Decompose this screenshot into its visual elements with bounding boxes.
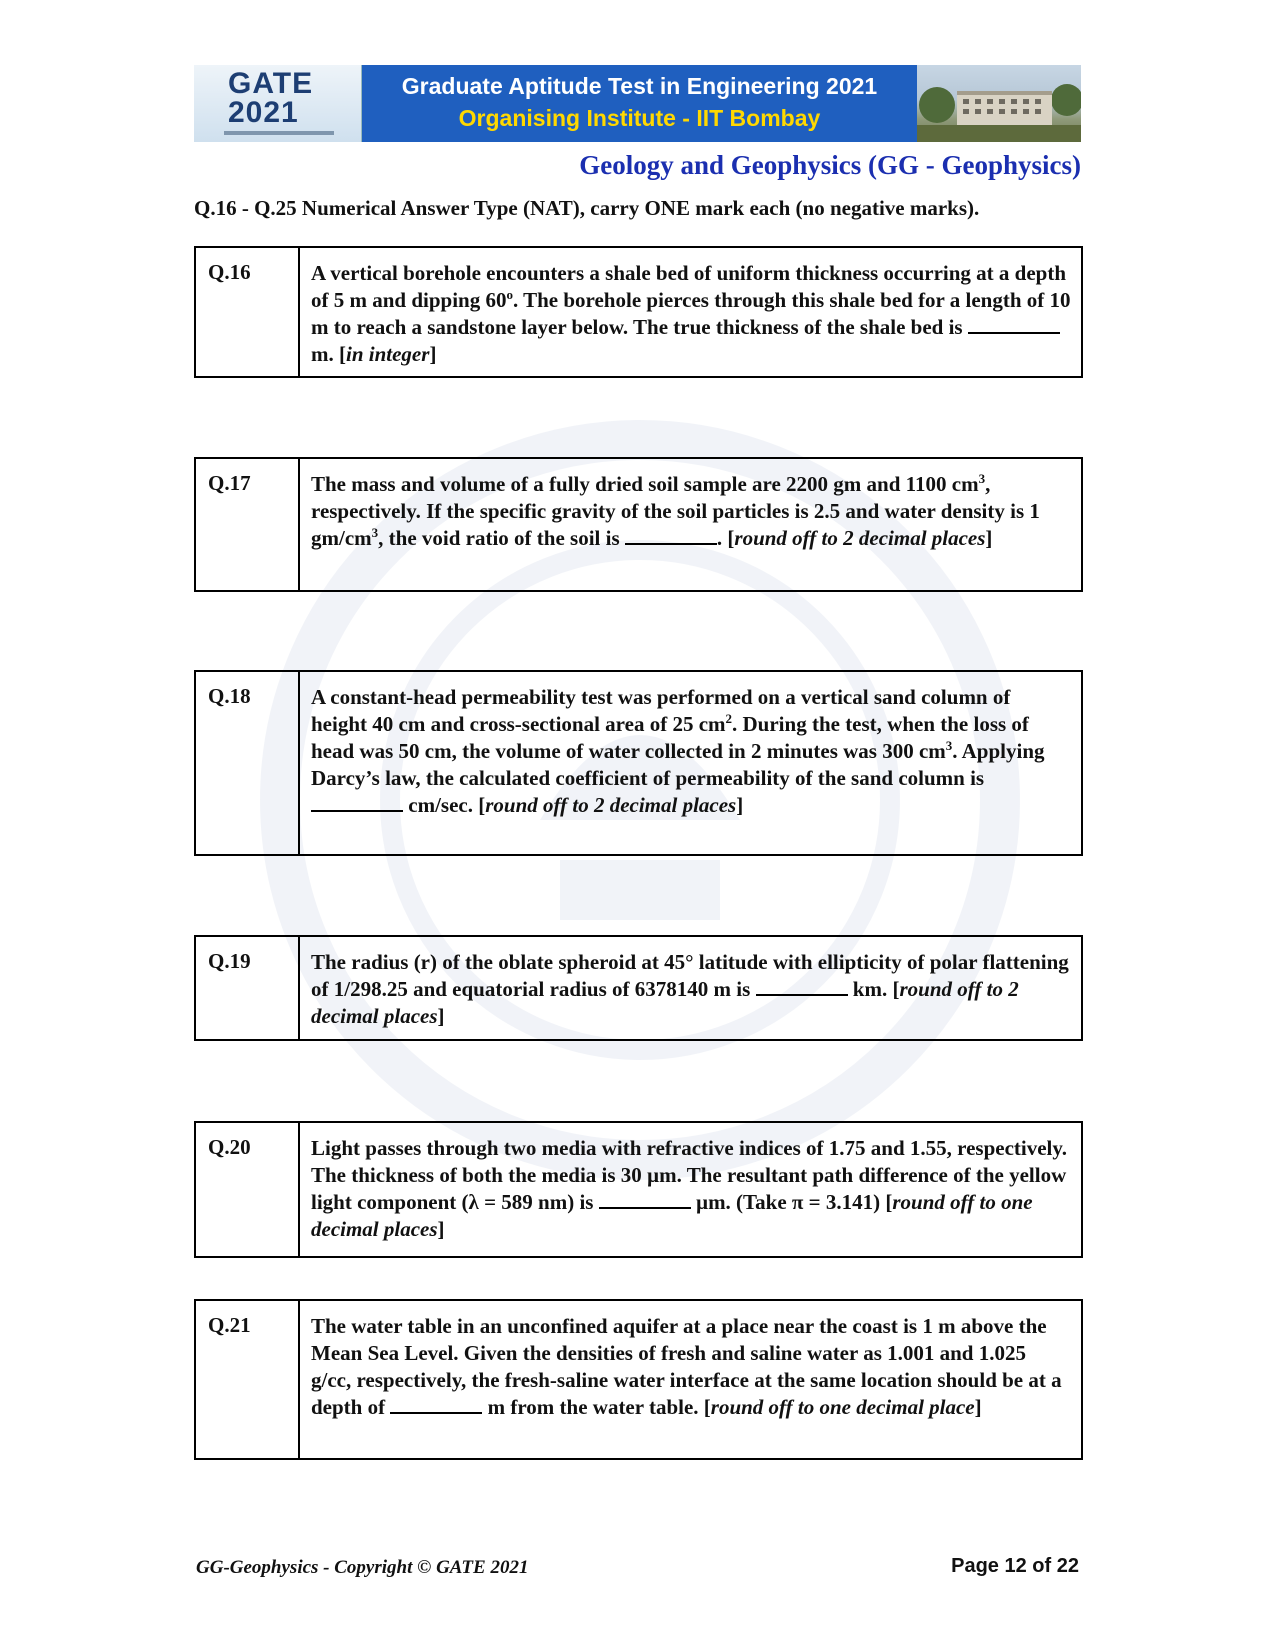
superscript: 2 xyxy=(725,711,733,726)
logo-year-text: 2021 xyxy=(228,96,299,129)
gate-logo xyxy=(194,65,362,142)
superscript: 3 xyxy=(945,738,953,753)
question-text: A constant-head permeability test was performed on a vertical sand column of height 40 cm and cross-sectional area of 25 $cm^2$. During the test, when the loss of head was 50 cm, the volume of water collected in 2 minutes was 300 $cm^3$. Applying Darcy’s law, the calculated coefficient of permeability of the sand column is cm/sec. [round off to 2 decimal places] xyxy=(311,685,1045,817)
answer-hint: round off to 2 decimal places xyxy=(485,793,737,817)
question-text: The mass and volume of a fully dried soil sample are 2200 gm and 1100 $cm^3$, respectively. If the specific gravity of the soil particles is 2.5 and water density is 1 $gm/cm^3$, the void ratio of the soil is . [round off to 2 decimal places] xyxy=(311,471,1040,550)
answer-blank xyxy=(968,314,1060,334)
current-page: 12 xyxy=(1004,1555,1027,1577)
question-number: Q.18 xyxy=(196,672,300,854)
question-box-q20 xyxy=(194,1121,1083,1258)
question-number: Q.19 xyxy=(196,937,300,1039)
question-box-q21 xyxy=(194,1299,1083,1460)
question-number: Q.16 xyxy=(196,248,300,376)
banner-title-area xyxy=(362,65,917,142)
header-banner xyxy=(194,65,1081,142)
question-box-q19 xyxy=(194,935,1083,1041)
logo-gate-text: GATE xyxy=(228,67,314,100)
answer-hint: in integer xyxy=(346,342,430,366)
answer-blank xyxy=(625,525,717,545)
answer-blank xyxy=(311,792,403,812)
answer-hint: round off to 2 decimal places xyxy=(734,526,986,550)
degree-symbol: o xyxy=(506,287,513,302)
question-number: Q.20 xyxy=(196,1123,300,1256)
footer-page-number: Page 12 of 22 xyxy=(951,1555,1079,1577)
subject-title: Geology and Geophysics (GG - Geophysics) xyxy=(579,150,1081,180)
banner-institute: Organising Institute - IIT Bombay xyxy=(458,105,821,131)
superscript: 3 xyxy=(978,471,986,486)
answer-hint: round off to one decimal place xyxy=(710,1395,975,1419)
question-box-q17 xyxy=(194,457,1083,592)
banner-title: Graduate Aptitude Test in Engineering 2021 xyxy=(401,73,878,99)
section-heading: Q.16 - Q.25 Numerical Answer Type (NAT), carry ONE mark each (no negative marks). xyxy=(194,196,980,220)
answer-hint: round off to one decimal places xyxy=(311,1190,1033,1241)
question-box-q18 xyxy=(194,670,1083,856)
answer-hint: round off to 2 decimal places xyxy=(311,977,1019,1028)
question-number: Q.21 xyxy=(196,1301,300,1458)
answer-blank xyxy=(599,1189,691,1209)
superscript: 3 xyxy=(371,525,379,540)
question-text: The radius (r) of the oblate spheroid at 45° latitude with ellipticity of polar flattening of 1/298.25 and equatorial radius of 6378140 m is km. [round off to 2 decimal places] xyxy=(311,950,1069,1028)
institute-building-photo xyxy=(917,65,1081,142)
building-image xyxy=(917,65,1081,142)
question-text: The water table in an unconfined aquifer at a place near the coast is 1 m above the Mean Sea Level. Given the densities of fresh and saline water as 1.001 and 1.025 g/cc, respectively, the fresh-saline water interface at the same location should be at a depth of m from the water table. [round off to one decimal place] xyxy=(311,1314,1062,1419)
question-text: Light passes through two media with refractive indices of 1.75 and 1.55, respectively. The thickness of both the media is 30 µm. The resultant path difference of the yellow light component (λ = 589 nm) is µm. (Take π = 3.141) [round off to one decimal places] xyxy=(311,1136,1067,1241)
answer-blank xyxy=(390,1394,482,1414)
footer-copyright: GG-Geophysics - Copyright © GATE 2021 xyxy=(196,1557,529,1578)
question-number: Q.17 xyxy=(196,459,300,590)
total-pages: 22 xyxy=(1056,1555,1079,1577)
question-box-q16 xyxy=(194,246,1083,378)
logo-underline xyxy=(224,131,334,135)
answer-blank xyxy=(756,976,848,996)
question-text: A vertical borehole encounters a shale bed of uniform thickness occurring at a depth of 5 m and dipping 60$^o$. The borehole pierces through this shale bed for a length of 10 m to reach a sandstone layer below. The true thickness of the shale bed is m. [in integer] xyxy=(311,261,1071,366)
